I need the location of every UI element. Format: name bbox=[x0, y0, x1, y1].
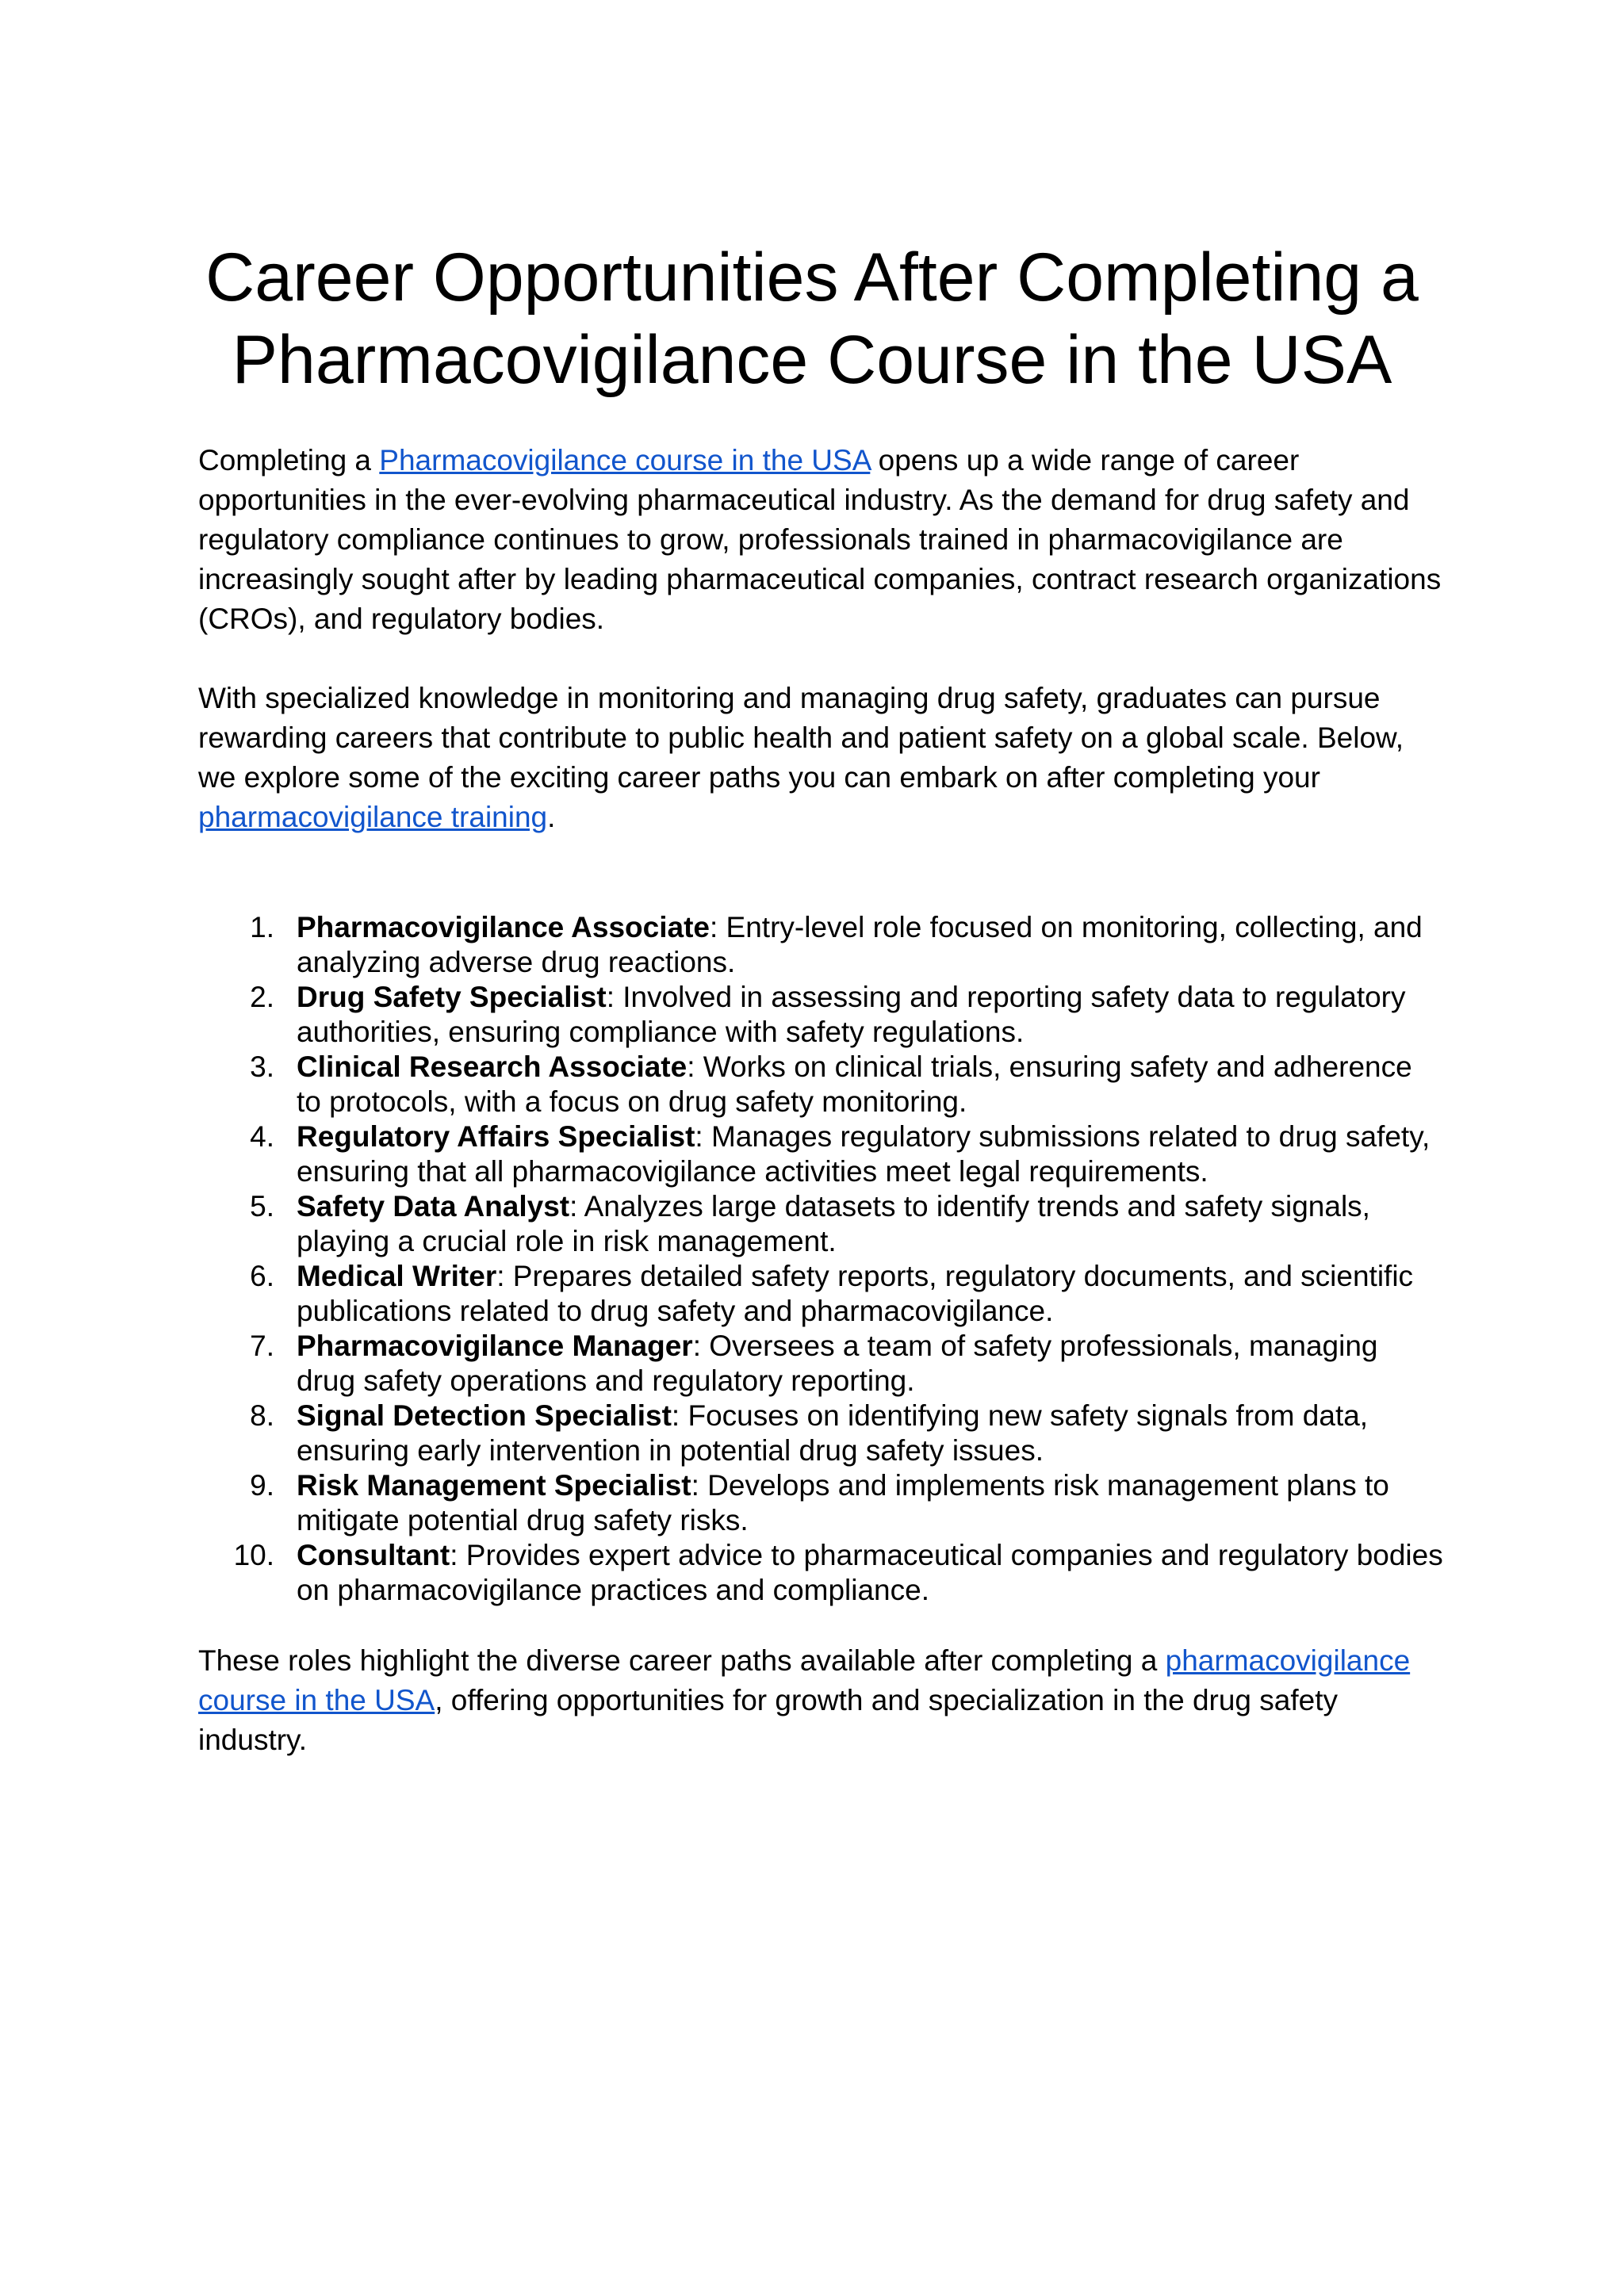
second-prefix: With specialized knowledge in monitoring and managing drug safety, graduates can pursue rewarding careers that contribute to public health and patient safety on a global scale. Below, we explore some of the exciting career paths you can embark on after completing your bbox=[198, 682, 1404, 794]
list-item bbox=[198, 1468, 1443, 1538]
list-number: 2. bbox=[250, 981, 274, 1013]
list-number: 5. bbox=[250, 1190, 274, 1223]
role-description: : Analyzes large datasets to identify trends and safety signals, playing a crucial role in risk management. bbox=[297, 1190, 1370, 1257]
second-suffix: . bbox=[547, 801, 556, 833]
closing-paragraph bbox=[198, 1641, 1443, 1760]
role-name: Consultant bbox=[297, 1539, 450, 1571]
list-number: 6. bbox=[250, 1260, 274, 1292]
role-name: Regulatory Affairs Specialist bbox=[297, 1120, 695, 1153]
intro-suffix: opens up a wide range of career opportunities in the ever-evolving pharmaceutical industry. As the demand for drug safety and regulatory compliance continues to grow, professionals trained in pharmacovigilance are increasingly sought after by leading pharmaceutical companies, contract research organizations (CROs), and regulatory bodies. bbox=[198, 444, 1442, 635]
list-item bbox=[198, 1399, 1443, 1468]
list-item bbox=[198, 1189, 1443, 1259]
role-description: : Prepares detailed safety reports, regulatory documents, and scientific publications related to drug safety and pharmacovigilance. bbox=[297, 1260, 1414, 1327]
list-item bbox=[198, 910, 1443, 980]
list-item bbox=[198, 980, 1443, 1050]
role-name: Clinical Research Associate bbox=[297, 1050, 688, 1083]
role-name: Risk Management Specialist bbox=[297, 1469, 691, 1502]
role-name: Pharmacovigilance Manager bbox=[297, 1330, 693, 1362]
list-item bbox=[198, 1119, 1443, 1189]
list-number: 8. bbox=[250, 1399, 274, 1432]
role-description: : Develops and implements risk management plans to mitigate potential drug safety risks. bbox=[297, 1469, 1389, 1536]
role-description: : Provides expert advice to pharmaceutical companies and regulatory bodies on pharmacovigilance practices and compliance. bbox=[297, 1539, 1443, 1606]
role-name: Safety Data Analyst bbox=[297, 1190, 570, 1223]
pharmacovigilance-course-link[interactable]: pharmacovigilance course in the USA bbox=[198, 1644, 1411, 1716]
role-name: Medical Writer bbox=[297, 1260, 497, 1292]
role-description: : Works on clinical trials, ensuring safety and adherence to protocols, with a focus on drug safety monitoring. bbox=[297, 1050, 1412, 1118]
career-roles-list bbox=[198, 910, 1443, 1608]
list-number: 4. bbox=[250, 1120, 274, 1153]
role-description: : Involved in assessing and reporting safety data to regulatory authorities, ensuring compliance with safety regulations. bbox=[297, 981, 1406, 1048]
role-name: Pharmacovigilance Associate bbox=[297, 911, 710, 943]
role-name: Signal Detection Specialist bbox=[297, 1399, 672, 1432]
intro-prefix: Completing a bbox=[198, 444, 380, 476]
closing-prefix: These roles highlight the diverse career paths available after completing a bbox=[198, 1644, 1166, 1677]
role-name: Drug Safety Specialist bbox=[297, 981, 607, 1013]
list-item bbox=[198, 1538, 1443, 1608]
role-description: : Oversees a team of safety professionals, managing drug safety operations and regulatory reporting. bbox=[297, 1330, 1378, 1397]
intro-paragraph bbox=[198, 441, 1443, 639]
list-item bbox=[198, 1050, 1443, 1119]
role-description: : Entry-level role focused on monitoring, collecting, and analyzing adverse drug reactions. bbox=[297, 911, 1423, 978]
list-number: 1. bbox=[250, 911, 274, 943]
list-number: 10. bbox=[233, 1539, 274, 1571]
role-description: : Focuses on identifying new safety signals from data, ensuring early intervention in potential drug safety issues. bbox=[297, 1399, 1369, 1467]
list-number: 7. bbox=[250, 1330, 274, 1362]
pharmacovigilance-course-link[interactable]: Pharmacovigilance course in the USA bbox=[379, 444, 871, 476]
closing-suffix: , offering opportunities for growth and specialization in the drug safety industry. bbox=[198, 1684, 1338, 1756]
list-number: 9. bbox=[250, 1469, 274, 1502]
list-item bbox=[198, 1329, 1443, 1399]
second-paragraph bbox=[198, 679, 1443, 837]
list-item bbox=[198, 1259, 1443, 1329]
role-description: : Manages regulatory submissions related to drug safety, ensuring that all pharmacovigilance activities meet legal requirements. bbox=[297, 1120, 1431, 1188]
document-title: Career Opportunities After Completing a Pharmacovigilance Course in the USA bbox=[205, 239, 1419, 398]
pharmacovigilance-training-link[interactable]: pharmacovigilance training bbox=[198, 801, 548, 833]
list-number: 3. bbox=[250, 1050, 274, 1083]
